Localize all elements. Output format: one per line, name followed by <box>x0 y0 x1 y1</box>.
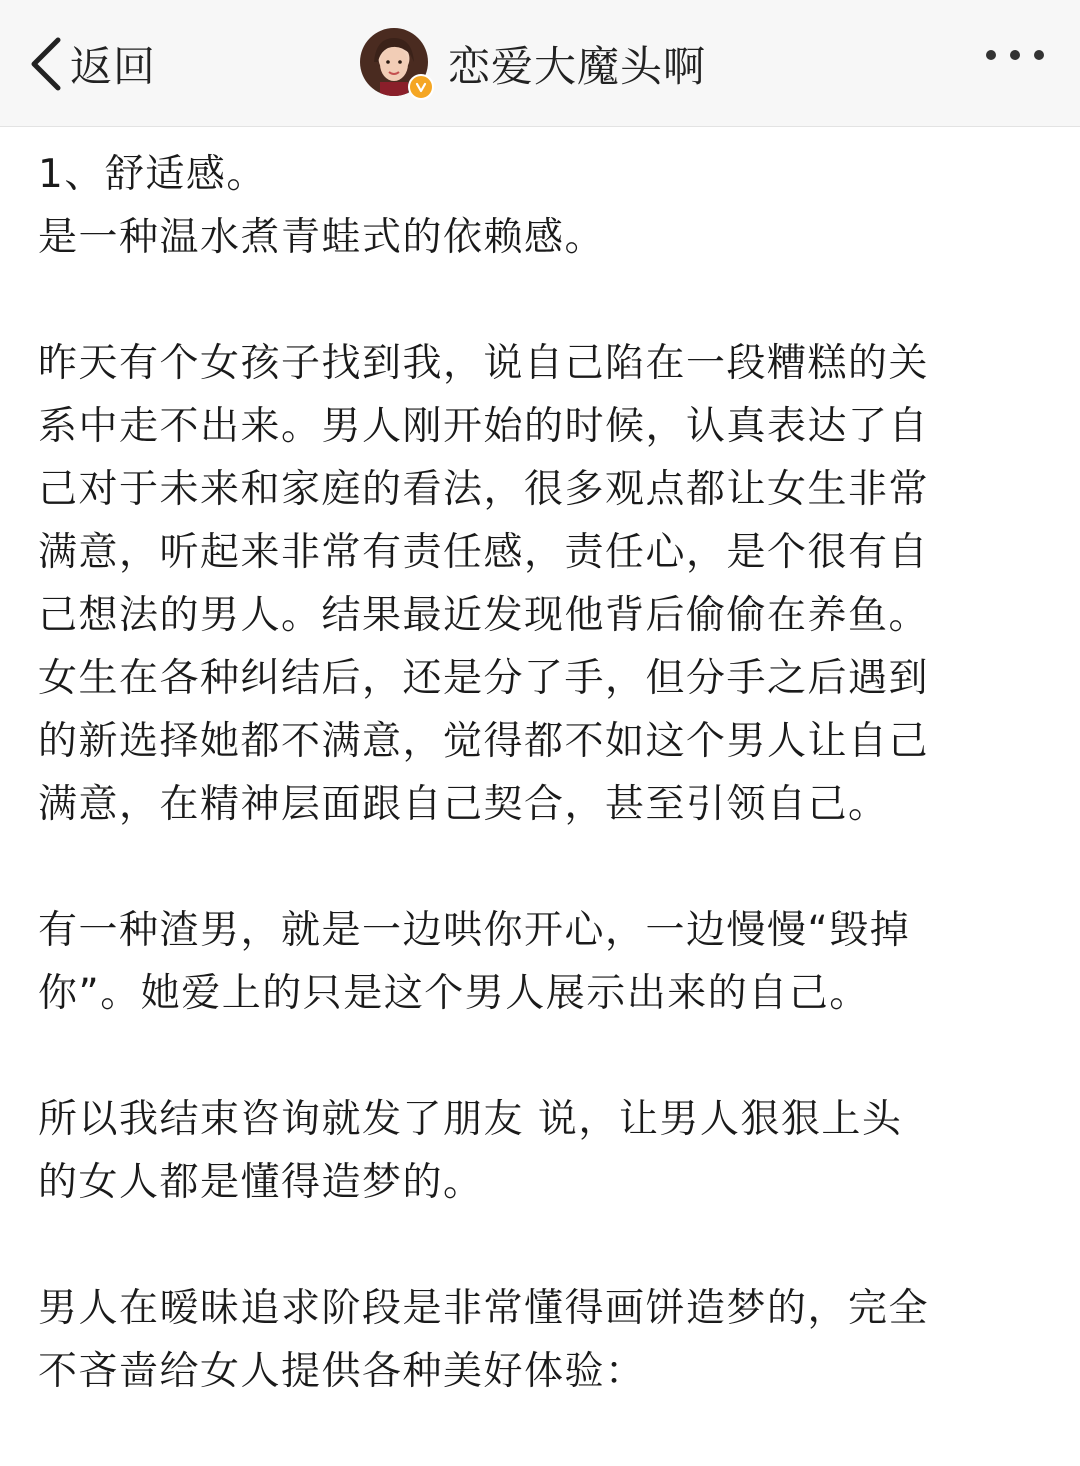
top-nav-bar <box>0 0 1080 127</box>
back-chevron-icon <box>28 36 62 92</box>
nav-title-group[interactable] <box>360 24 706 104</box>
text-line: 的新选择她都不满意，觉得都不如这个男人让自己 <box>38 719 930 764</box>
text-line: 1、舒适感。 <box>38 152 267 197</box>
more-icon[interactable] <box>986 50 1044 60</box>
post-body <box>38 143 1048 1466</box>
text-line: 有一种渣男，就是一边哄你开心，一边慢慢“毁掉 <box>38 908 911 953</box>
text-line: 不吝啬给女人提供各种美好体验： <box>38 1349 646 1394</box>
back-label: 返回 <box>70 42 157 91</box>
text-line: 你”。她爱上的只是这个男人展示出来的自己。 <box>38 971 870 1016</box>
text-line: 系中走不出来。男人刚开始的时候，认真表达了自 <box>38 404 930 449</box>
text-line: 己对于未来和家庭的看法，很多观点都让女生非常 <box>38 467 930 512</box>
text-line: 昨天有个女孩子找到我，说自己陷在一段糟糕的关 <box>38 341 930 386</box>
more-dot <box>1010 50 1020 60</box>
text-line: 女生在各种纠结后，还是分了手，但分手之后遇到 <box>38 656 930 701</box>
text-line: 是一种温水煮青蛙式的依赖感。 <box>38 215 606 260</box>
text-line: 己想法的男人。结果最近发现他背后偷偷在养鱼。 <box>38 593 930 638</box>
text-line: 满意，听起来非常有责任感，责任心，是个很有自 <box>38 530 930 575</box>
verified-badge-icon <box>408 74 434 100</box>
text-line: 满意，在精神层面跟自己契合，甚至引领自己。 <box>38 782 889 827</box>
text-line: 男人在暧昧追求阶段是非常懂得画饼造梦的，完全 <box>38 1286 930 1331</box>
paragraph-1 <box>38 143 1048 269</box>
paragraph-2 <box>38 332 1048 836</box>
paragraph-3 <box>38 899 1048 1025</box>
more-dot <box>1034 50 1044 60</box>
paragraph-4 <box>38 1088 1048 1214</box>
paragraph-5 <box>38 1277 1048 1403</box>
text-line: 的女人都是懂得造梦的。 <box>38 1160 484 1205</box>
more-dot <box>986 50 996 60</box>
back-button[interactable] <box>28 28 156 100</box>
text-line: 所以我结束咨询就发了朋友 说，让男人狠狠上头 <box>38 1097 903 1142</box>
page-title: 恋爱大魔头啊 <box>448 42 707 91</box>
avatar-container[interactable] <box>360 28 432 100</box>
